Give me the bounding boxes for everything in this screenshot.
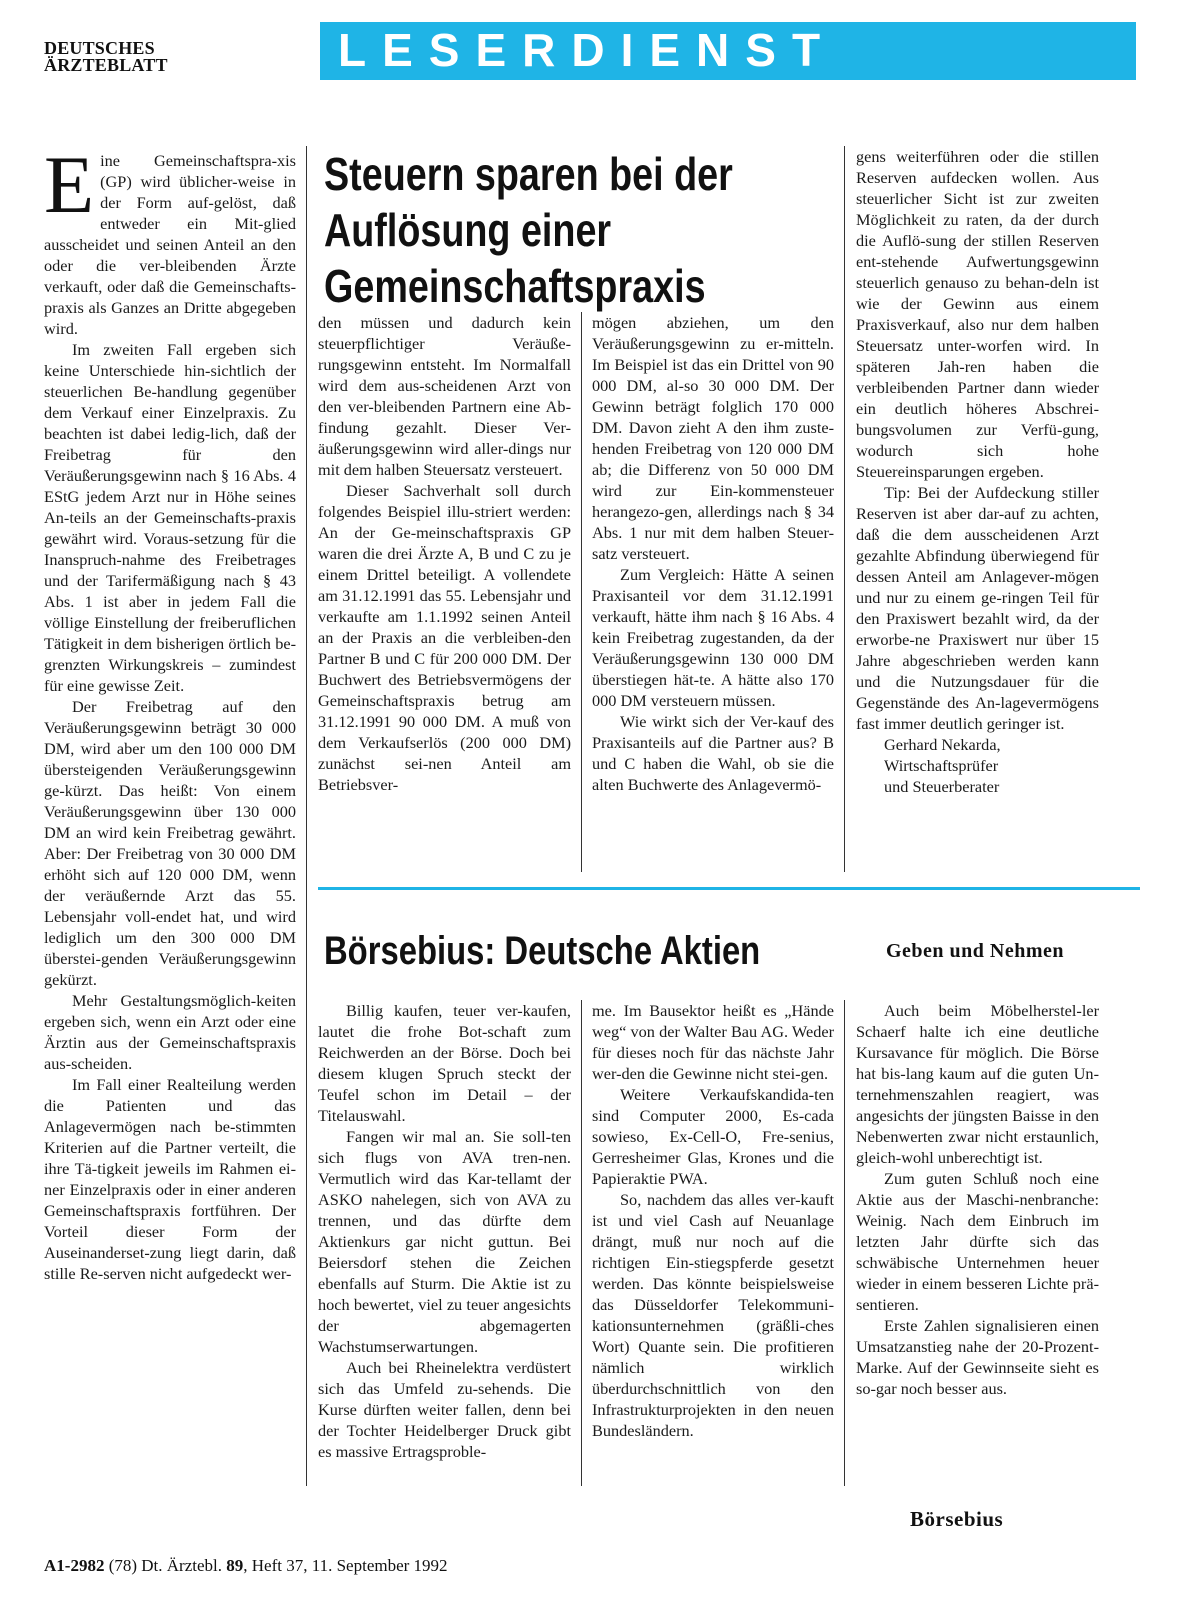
article2-subheadline: Geben und Nehmen — [886, 940, 1065, 962]
signature-line: Wirtschaftsprüfer — [884, 756, 999, 775]
article1-headline — [324, 146, 733, 314]
article1-column-3 — [592, 312, 834, 795]
article2-author: Börsebius — [910, 1507, 1004, 1531]
paragraph: gens weiterführen oder die stillen Reserven aufdecken wollen. Aus steuerlicher Sicht ist zur zweiten Möglichkeit zu raten, da der durch die Auflö-sung der stillen Reserven ent-stehende Aufwertungsgewinn steuerlich genauso zu behan-deln ist wie der Gewinn aus einem Praxisverkauf, also nur dem halben Steuersatz unter-worfen wird. In späteren Jah-ren haben die verbleibenden Partner dann wieder ein deutlich höheres Abschrei-bungsvolumen zur Verfü-gung, wodurch sich hohe Steuereinsparungen ergeben. — [856, 147, 1099, 481]
masthead-logo — [44, 40, 168, 74]
section-banner — [320, 22, 1136, 80]
paragraph: Weitere Verkaufskandida-ten sind Computer 2000, Es-cada sowieso, Ex-Cell-O, Fre-senius, Gerresheimer Glas, Krones und die Papieraktie PWA. — [592, 1085, 834, 1188]
paragraph: Im zweiten Fall ergeben sich keine Unterschiede hin-sichtlich der steuerlichen Be-handlung gegenüber dem Verkauf einer Einzelpraxis. Zu beachten ist dabei ledig-lich, daß der Freibetrag für den Veräußerungsgewinn nach § 16 Abs. 4 EStG jedem Arzt nur in Höhe seines An-teils an der Gemeinschafts-praxis gewährt wird. Voraus-setzung für die Inanspruch-nahme des Freibetrages und der Tarifermäßigung nach § 43 Abs. 1 ist aber in jedem Fall die völlige Einstellung der freiberuflichen Tätigkeit in dem bisherigen örtlich be-grenzten Wirkungskreis – zumindest für eine gewisse Zeit. — [44, 340, 296, 695]
paragraph: Auch beim Möbelherstel-ler Schaerf halte ich eine deutliche Kursavance für möglich. Die Börse hat bis-lang kaum auf die guten Un-ternehmenszahlen reagiert, was angesichts der jüngsten Baisse in den Nebenwerten zwar nicht erstaunlich, gleich-wohl unberechtigt ist. — [856, 1001, 1099, 1167]
paragraph: den müssen und dadurch kein steuerpflichtiger Veräuße-rungsgewinn entsteht. Im Normalfall wird dem aus-scheidenen Arzt von den ver-bleibenden Partnern eine Ab-findung gezahlt. Dieser Ver-äußerungsgewinn wird aller-dings nur mit dem halben Steuersatz versteuert. — [318, 313, 571, 479]
column-divider — [844, 1000, 845, 1486]
paragraph: me. Im Bausektor heißt es „Hände weg“ von der Walter Bau AG. Weder für dieses noch für das nächste Jahr wer-den die Gewinne nicht stei-gen. — [592, 1001, 834, 1083]
paragraph-text: ine Gemeinschaftspra-xis (GP) wird üblicher-weise in der Form auf-gelöst, daß entweder ein Mit-glied ausscheidet und seinen Anteil an den oder die ver-bleibenden Ärzte verkauft, oder daß die Gemeinschafts-praxis als Ganzes an Dritte abgegeben wird. — [44, 151, 296, 338]
article1-column-1 — [44, 139, 296, 1284]
article-separator — [318, 887, 1140, 890]
paragraph: Dieser Sachverhalt soll durch folgendes Beispiel illu-striert werden: An der Ge-meinschaftspraxis GP waren die drei Ärzte A, B und C zu je einem Drittel beteiligt. A vollendete am 31.12.1991 das 55. Lebensjahr und verkaufte am 1.1.1992 seinen Anteil an der Praxis an die verbleiben-den Partner B und C für 200 000 DM. Der Buchwert des Betriebsvermögens der Gemeinschaftspraxis betrug am 31.12.1991 90 000 DM. A muß von dem Verkaufserlös (200 000 DM) zunächst sei-nen Anteil am Betriebsver- — [318, 481, 571, 794]
paragraph: Erste Zahlen signalisieren einen Umsatzanstieg nahe der 20-Prozent-Marke. Auf der Gewinnseite sieht es so-gar noch besser aus. — [856, 1316, 1099, 1398]
masthead-line-1: DEUTSCHES — [44, 38, 155, 58]
paragraph: Der Freibetrag auf den Veräußerungsgewinn beträgt 30 000 DM, wird aber um den 100 000 DM übersteigenden Veräußerungsgewinn ge-kürzt. Das heißt: Von einem Veräußerungsgewinn über 130 000 DM an wird kein Freibetrag gewährt. Aber: Der Freibetrag von 30 000 DM erhöht sich auf 120 000 DM, wenn der veräußernde Arzt das 55. Lebensjahr voll-endet hat, und wird lediglich um den 300 000 DM überstei-genden Veräußerungsgewinn gekürzt. — [44, 697, 296, 989]
headline-line: Auflösung einer — [324, 204, 612, 256]
article2-column-3 — [856, 1000, 1099, 1399]
column-divider — [306, 146, 307, 1486]
paragraph — [44, 139, 296, 339]
footer-volume: 89 — [226, 1556, 244, 1575]
masthead-line-2: ÄRZTEBLATT — [44, 55, 168, 75]
article2-column-1 — [318, 1000, 571, 1462]
article1-signature — [856, 734, 1099, 797]
footer-journal: (78) Dt. Ärztebl. — [108, 1556, 223, 1575]
page-code: A1-2982 — [44, 1556, 105, 1575]
headline-line: Gemeinschaftspraxis — [324, 260, 706, 312]
paragraph: Im Fall einer Realteilung werden die Patienten und das Anlagevermögen nach be-stimmten Kriterien auf die Partner verteilt, die ihre Tä-tigkeit jeweils im Rahmen ei-ner Einzelpraxis oder in einer anderen Gemeinschaftspraxis fortführen. Der Vorteil dieser Form der Auseinanderset-zung liegt darin, daß stille Re-serven nicht aufgedeckt wer- — [44, 1075, 296, 1283]
footer-issue: , Heft 37, 11. September 1992 — [243, 1556, 448, 1575]
paragraph: Tip: Bei der Aufdeckung stiller Reserven ist aber dar-auf zu achten, daß die dem ausscheidenen Arzt gezahlte Abfindung überwiegend für dessen Anteil am Anlagever-mögen und nur zu einem ge-ringen Teil für den Praxiswert bezahlt wird, da der erworbe-ne Praxiswert nur über 15 Jahre abgeschrieben werden kann und die Nutzungsdauer für die Gegenstände des An-lagevermögens fast immer deutlich geringer ist. — [856, 483, 1099, 733]
column-divider — [844, 146, 845, 872]
headline-line: Steuern sparen bei der — [324, 148, 733, 200]
paragraph: Zum guten Schluß noch eine Aktie aus der Maschi-nenbranche: Weinig. Nach dem Einbruch im letzten Jahr dürfte sich das schwäbische Unternehmen heuer wieder in einem besseren Lichte prä-sentieren. — [856, 1169, 1099, 1314]
column-divider — [581, 1000, 582, 1486]
paragraph: Wie wirkt sich der Ver-kauf des Praxisanteils auf die Partner aus? B und C haben die Wahl, ob sie die alten Buchwerte des Anlagevermö- — [592, 712, 834, 794]
paragraph: Auch bei Rheinelektra verdüstert sich das Umfeld zu-sehends. Die Kurse dürften weiter fallen, denn bei der Tochter Heidelberger Druck gibt es massive Ertragsproble- — [318, 1358, 571, 1461]
drop-cap: E — [44, 139, 95, 230]
signature-line: und Steuerberater — [884, 777, 1000, 796]
paragraph: mögen abziehen, um den Veräußerungsgewinn zu er-mitteln. Im Beispiel ist das ein Drittel von 90 000 DM, al-so 30 000 DM. Der Gewinn beträgt folglich 170 000 DM. Davon zieht A den ihm zuste-henden Freibetrag von 120 000 DM ab; die Differenz von 50 000 DM wird zur Ein-kommensteuer herangezo-gen, allerdings nach § 34 Abs. 1 nur mit dem halben Steuer-satz versteuert. — [592, 313, 834, 563]
article1-column-2 — [318, 312, 571, 795]
article1-column-4 — [856, 146, 1099, 797]
paragraph: Billig kaufen, teuer ver-kaufen, lautet die frohe Bot-schaft zum Reichwerden an der Börse. Doch bei diesem klugen Spruch steckt der Teufel schon im Detail – der Titelauswahl. — [318, 1001, 571, 1125]
section-banner-title: LESERDIENST — [338, 24, 837, 76]
article2-column-2 — [592, 1000, 834, 1441]
signature-line: Gerhard Nekarda, — [884, 735, 1001, 754]
paragraph: Mehr Gestaltungsmöglich-keiten ergeben sich, wenn ein Arzt oder eine Ärztin aus der Gemeinschaftspraxis aus-scheiden. — [44, 991, 296, 1073]
article2-headline: Börsebius: Deutsche Aktien — [324, 929, 761, 973]
page-footer — [44, 1556, 448, 1576]
paragraph: So, nachdem das alles ver-kauft ist und viel Cash auf Neuanlage drängt, muß nur noch auf die richtigen Ein-stiegspferde gesetzt werden. Das könnte beispielsweise das Düsseldorfer Telekommuni-kationsunternehmen (gräßli-ches Wort) Quante sein. Die profitieren nämlich wirklich überdurchschnittlich von den Infrastrukturprojekten in den neuen Bundesländern. — [592, 1190, 834, 1440]
paragraph: Zum Vergleich: Hätte A seinen Praxisanteil vor dem 31.12.1991 verkauft, hätte ihm nach § 16 Abs. 4 kein Freibetrag zugestanden, da der Veräußerungsgewinn 130 000 DM überstiegen hät-te. A hätte also 170 000 DM versteuern müssen. — [592, 565, 834, 710]
column-divider — [581, 312, 582, 872]
paragraph: Fangen wir mal an. Sie soll-ten sich flugs von AVA tren-nen. Vermutlich wird das Kar-tellamt der ASKO nahelegen, sich von AVA zu trennen, und das dürfte dem Aktienkurs gar nicht guttun. Bei Beiersdorf stehen die Zeichen ebenfalls auf Sturm. Die Aktie ist zu hoch bewertet, viel zu teuer angesichts der abgemagerten Wachstumserwartungen. — [318, 1127, 571, 1356]
